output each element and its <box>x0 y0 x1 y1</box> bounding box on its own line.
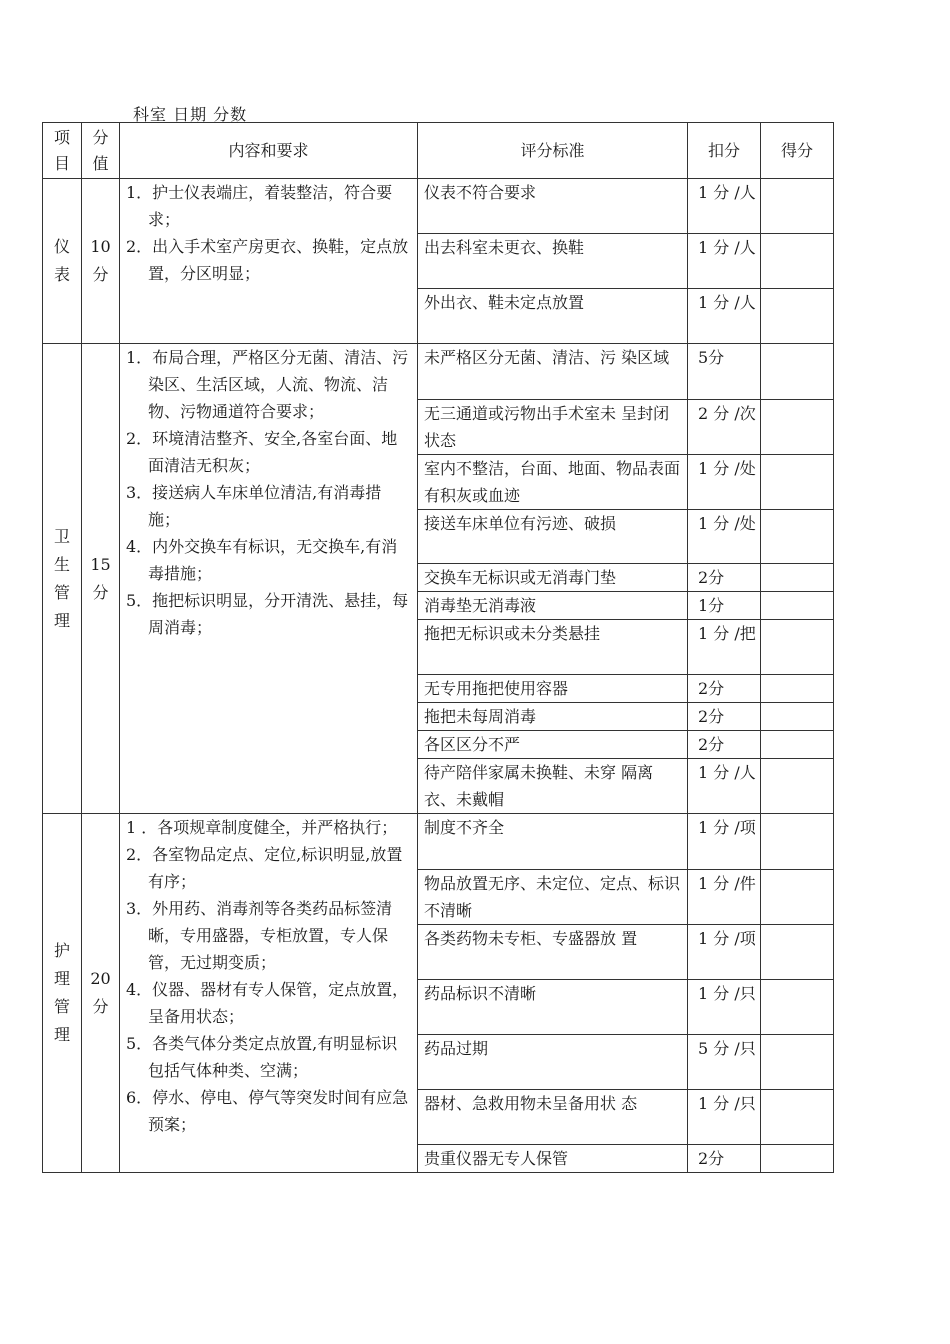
section-appearance-points: 10分 <box>82 179 120 344</box>
table-row <box>43 814 834 870</box>
section-nursing-content <box>120 814 418 1173</box>
score-cell[interactable] <box>761 759 834 814</box>
criterion-cell: 制度不齐全 <box>418 814 688 870</box>
requirement-item: 2．出入手术室产房更衣、换鞋，定点放置，分区明显； <box>126 237 409 283</box>
requirement-item: 2．各室物品定点、定位,标识明显,放置有序； <box>126 845 403 891</box>
criterion-cell: 各区区分不严 <box>418 731 688 759</box>
score-cell[interactable] <box>761 1145 834 1173</box>
column-header-deduction: 扣分 <box>688 123 761 179</box>
score-cell[interactable] <box>761 592 834 620</box>
section-hygiene-category: 卫生管理 <box>43 344 82 814</box>
score-cell[interactable] <box>761 675 834 703</box>
score-cell[interactable] <box>761 620 834 675</box>
requirement-item: 3．接送病人车床单位清洁,有消毒措施； <box>126 483 382 529</box>
deduction-cell: 2分 <box>688 564 761 592</box>
deduction-cell: 1 分 /人 <box>688 234 761 289</box>
criterion-cell: 仪表不符合要求 <box>418 179 688 234</box>
requirement-item: 4．内外交换车有标识，无交换车,有消毒措施； <box>126 537 398 583</box>
criterion-cell: 无专用拖把使用容器 <box>418 675 688 703</box>
deduction-cell: 1 分 /只 <box>688 1090 761 1145</box>
table-row <box>43 344 834 400</box>
criterion-cell: 物品放置无序、未定位、定点、标识不清晰 <box>418 870 688 925</box>
score-cell[interactable] <box>761 234 834 289</box>
criterion-cell: 拖把未每周消毒 <box>418 703 688 731</box>
score-cell[interactable] <box>761 870 834 925</box>
deduction-cell: 1 分 /处 <box>688 510 761 564</box>
score-cell[interactable] <box>761 289 834 344</box>
evaluation-table <box>42 122 834 1173</box>
score-cell[interactable] <box>761 344 834 400</box>
requirement-item: 4．仪器、器材有专人保管，定点放置，呈备用状态； <box>126 980 409 1026</box>
table-header-row <box>43 123 834 179</box>
criterion-cell: 药品过期 <box>418 1035 688 1090</box>
deduction-cell: 1 分 /项 <box>688 814 761 870</box>
criterion-cell: 贵重仪器无专人保管 <box>418 1145 688 1173</box>
requirement-item: 5．各类气体分类定点放置,有明显标识包括气体种类、空满； <box>126 1034 398 1080</box>
criterion-cell: 无三通道或污物出手术室未 呈封闭状态 <box>418 400 688 455</box>
deduction-cell: 5 分 /只 <box>688 1035 761 1090</box>
deduction-cell: 2分 <box>688 703 761 731</box>
criterion-cell: 拖把无标识或未分类悬挂 <box>418 620 688 675</box>
requirement-item: 5．拖把标识明显，分开清洗、悬挂，每周消毒； <box>126 591 409 637</box>
criterion-cell: 交换车无标识或无消毒门垫 <box>418 564 688 592</box>
deduction-cell: 2分 <box>688 731 761 759</box>
column-header-points: 分值 <box>82 123 120 179</box>
deduction-cell: 1 分 /人 <box>688 759 761 814</box>
section-hygiene-content <box>120 344 418 814</box>
section-appearance-category: 仪表 <box>43 179 82 344</box>
requirement-item: 3．外用药、消毒剂等各类药品标签清晰，专用盛器，专柜放置，专人保管，无过期变质； <box>126 899 393 972</box>
score-cell[interactable] <box>761 731 834 759</box>
criterion-cell: 室内不整洁，台面、地面、物品表面有积灰或血迹 <box>418 455 688 510</box>
deduction-cell: 5分 <box>688 344 761 400</box>
section-hygiene-points: 15分 <box>82 344 120 814</box>
deduction-cell: 1 分 /件 <box>688 870 761 925</box>
column-header-criteria: 评分标准 <box>418 123 688 179</box>
column-header-content: 内容和要求 <box>120 123 418 179</box>
section-nursing-category: 护理管理 <box>43 814 82 1173</box>
criterion-cell: 器材、急救用物未呈备用状 态 <box>418 1090 688 1145</box>
section-nursing-points: 20分 <box>82 814 120 1173</box>
score-cell[interactable] <box>761 703 834 731</box>
score-cell[interactable] <box>761 564 834 592</box>
deduction-cell: 1 分 /处 <box>688 455 761 510</box>
deduction-cell: 1分 <box>688 592 761 620</box>
requirement-item: 2．环境清洁整齐、安全,各室台面、地面清洁无积灰； <box>126 429 398 475</box>
score-cell[interactable] <box>761 1035 834 1090</box>
requirement-item: 6．停水、停电、停气等突发时间有应急预案； <box>126 1088 409 1134</box>
score-cell[interactable] <box>761 455 834 510</box>
criterion-cell: 消毒垫无消毒液 <box>418 592 688 620</box>
criterion-cell: 未严格区分无菌、清洁、污 染区域 <box>418 344 688 400</box>
criterion-cell: 外出衣、鞋未定点放置 <box>418 289 688 344</box>
criterion-cell: 各类药物未专柜、专盛器放 置 <box>418 925 688 980</box>
deduction-cell: 1 分 /只 <box>688 980 761 1035</box>
form-header-line: 科室 日期 分数 <box>133 105 248 124</box>
deduction-cell: 2 分 /次 <box>688 400 761 455</box>
score-cell[interactable] <box>761 510 834 564</box>
deduction-cell: 2分 <box>688 675 761 703</box>
column-header-category: 项目 <box>43 123 82 179</box>
score-cell[interactable] <box>761 179 834 234</box>
requirement-item: 1．布局合理，严格区分无菌、清洁、污染区、生活区域，人流、物流、洁物、污物通道符合要求； <box>126 348 409 421</box>
criterion-cell: 药品标识不清晰 <box>418 980 688 1035</box>
criterion-cell: 待产陪伴家属未换鞋、未穿 隔离衣、未戴帽 <box>418 759 688 814</box>
score-cell[interactable] <box>761 925 834 980</box>
deduction-cell: 1 分 /项 <box>688 925 761 980</box>
section-appearance-content <box>120 179 418 344</box>
requirement-item: 1．护士仪表端庄，着装整洁，符合要求； <box>126 183 393 229</box>
deduction-cell: 1 分 /人 <box>688 289 761 344</box>
requirement-item: 1 ．各项规章制度健全，并严格执行； <box>126 818 398 837</box>
score-cell[interactable] <box>761 1090 834 1145</box>
table-row <box>43 179 834 234</box>
column-header-score: 得分 <box>761 123 834 179</box>
deduction-cell: 1 分 /人 <box>688 179 761 234</box>
criterion-cell: 接送车床单位有污迹、破损 <box>418 510 688 564</box>
deduction-cell: 2分 <box>688 1145 761 1173</box>
score-cell[interactable] <box>761 400 834 455</box>
deduction-cell: 1 分 /把 <box>688 620 761 675</box>
score-cell[interactable] <box>761 980 834 1035</box>
score-cell[interactable] <box>761 814 834 870</box>
criterion-cell: 出去科室未更衣、换鞋 <box>418 234 688 289</box>
